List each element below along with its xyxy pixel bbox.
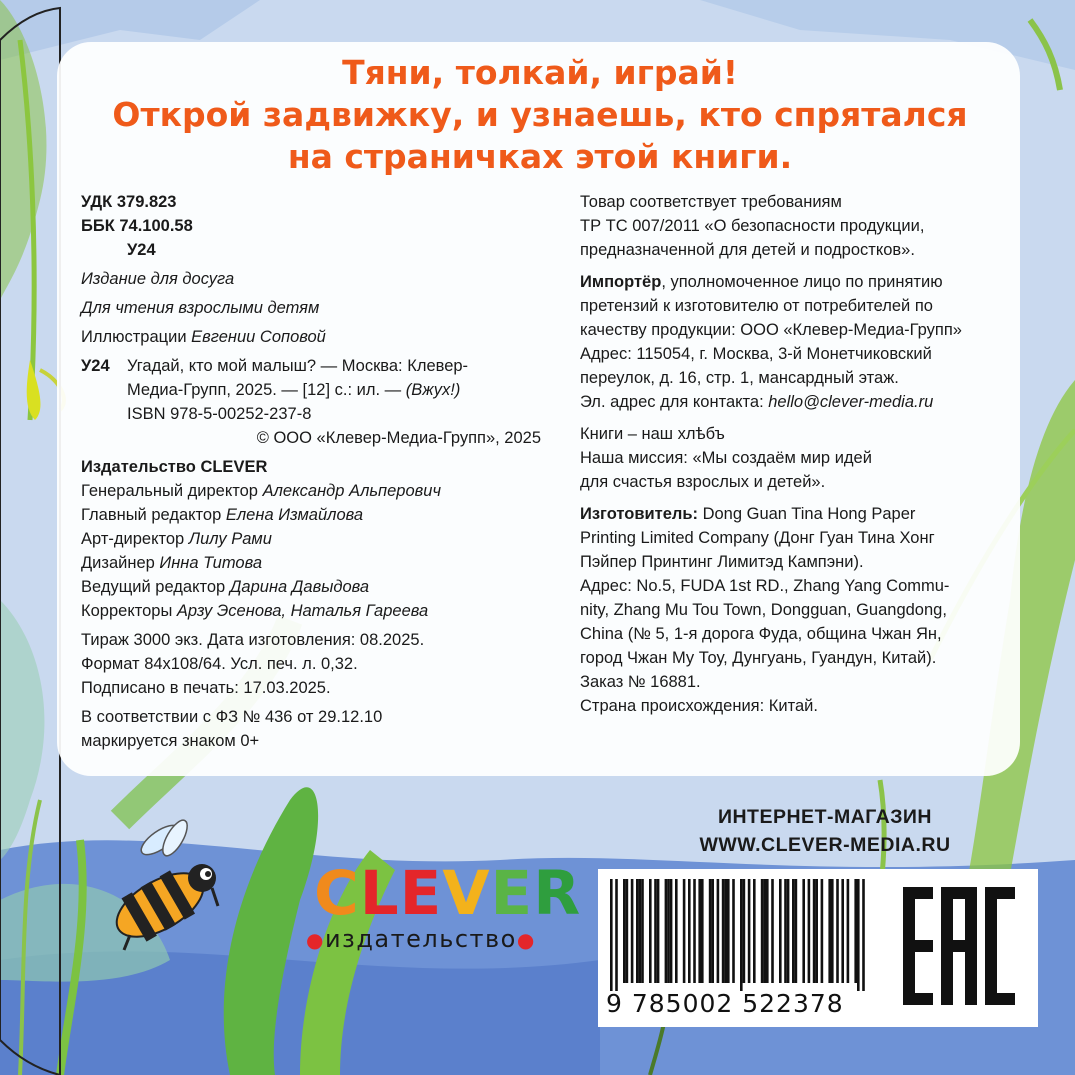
barcode-bar	[813, 879, 816, 983]
contact-email-line: Эл. адрес для контакта: hello@clever-media.ru	[580, 393, 934, 411]
barcode-bar	[665, 879, 668, 983]
headline-line: на страничках этой книги.	[287, 137, 793, 176]
barcode-bar	[639, 879, 642, 983]
manufacturer-address: город Чжан Му Тоу, Дунгуань, Гуандун, Китай).	[580, 649, 937, 667]
barcode-bar	[740, 879, 743, 991]
barcode-bar	[667, 879, 670, 983]
manufacturer-label: Изготовитель:	[580, 505, 698, 523]
law-notice: В соответствии с ФЗ № 436 от 29.12.10	[81, 708, 383, 726]
importer-line: претензий к изготовителю от потребителей по	[580, 297, 933, 315]
importer-label: Импортёр	[580, 273, 662, 291]
barcode-bar	[657, 879, 660, 983]
barcode-bar	[761, 879, 764, 983]
logo-letter: E	[490, 858, 534, 929]
bee-illustration	[100, 810, 240, 960]
manufacturer-address: Адрес: No.5, FUDA 1st RD., Zhang Yang Commu-	[580, 577, 950, 595]
logo-letter: E	[399, 858, 443, 929]
manufacturer-line: Пэйпер Принтинг Лимитэд Кампэни).	[580, 553, 864, 571]
logo-letter: C	[314, 858, 360, 929]
print-run: Тираж 3000 экз. Дата изготовления: 08.2025.	[81, 631, 425, 649]
staff-art-director: Арт-директор Лилу Рами	[81, 530, 272, 548]
order-number: Заказ № 16881.	[580, 673, 701, 691]
barcode-bar	[670, 879, 673, 983]
barcode-bar	[784, 879, 787, 983]
imprint-left-column	[81, 190, 551, 753]
udk: УДК 379.823	[81, 193, 177, 211]
barcode-bar	[711, 879, 714, 983]
country-of-origin: Страна происхождения: Китай.	[580, 697, 818, 715]
bibliographic-line-2	[81, 378, 551, 402]
staff-proofreaders: Корректоры Арзу Эсенова, Наталья Гареева	[81, 602, 429, 620]
barcode-bar	[654, 879, 657, 983]
edition-type: Издание для досуга	[81, 270, 235, 288]
barcode-bar	[808, 879, 811, 983]
barcode-bar	[787, 879, 790, 983]
manufacturer: Изготовитель: Dong Guan Tina Hong Paper	[580, 505, 916, 523]
barcode-bar	[831, 879, 834, 983]
headline-line: Тяни, толкай, играй!	[342, 53, 738, 92]
importer-line: качеству продукции: ООО «Клевер-Медиа-Групп»	[580, 321, 962, 339]
illustrator-label: Иллюстрации	[81, 328, 187, 346]
staff-designer: Дизайнер Инна Титова	[81, 554, 263, 572]
barcode-bar	[683, 879, 686, 983]
barcode-bar	[743, 879, 746, 983]
barcode-bar	[795, 879, 798, 983]
manufacturer-line: Printing Limited Company (Донг Гуан Тина Хонг	[580, 529, 935, 547]
barcode-bar	[698, 879, 701, 983]
barcode-bar	[732, 879, 735, 983]
barcode-bar	[847, 879, 850, 983]
barcode-bar	[626, 879, 629, 983]
eac-mark	[903, 887, 1015, 1005]
imprint-right-column	[580, 190, 1010, 718]
bibliographic-line: Медиа-Групп, 2025. — [12] с.: ил. —	[127, 381, 402, 399]
barcode-bar	[862, 879, 865, 991]
importer: Импортёр, уполномоченное лицо по принятию	[580, 273, 943, 291]
barcode-bar	[763, 879, 766, 983]
barcode-bar	[641, 879, 644, 983]
barcode-bar	[821, 879, 824, 983]
manufacturer-address: China (№ 5, 1-я дорога Фуда, община Чжан Ян,	[580, 625, 942, 643]
illustrator	[81, 325, 551, 349]
barcode-digits: 9 785002 522378	[606, 989, 844, 1018]
mission: для счастья взрослых и детей».	[580, 473, 826, 491]
barcode-bar	[779, 879, 782, 983]
age-mark: маркируется знаком 0+	[81, 732, 260, 750]
barcode-bar	[649, 879, 652, 983]
slogan: Книги – наш хлѣбъ	[580, 425, 725, 443]
barcode-bar	[724, 879, 727, 983]
barcode-bar	[792, 879, 795, 983]
copyright: © ООО «Клевер-Медиа-Групп», 2025	[256, 429, 541, 447]
barcode-bar	[722, 879, 725, 983]
barcode-bar	[675, 879, 678, 983]
logo-letter: L	[359, 858, 400, 929]
illustrator-name: Евгении Соповой	[191, 328, 326, 346]
barcode-bar	[771, 879, 774, 983]
logo-dot: ●	[306, 928, 325, 952]
barcode-bar	[802, 879, 805, 983]
bibliographic-line: Угадай, кто мой малыш? — Москва: Клевер-	[127, 357, 469, 375]
audience: Для чтения взрослыми детям	[81, 299, 320, 317]
barcode-bar	[828, 879, 831, 983]
barcode-bar	[766, 879, 769, 983]
logo-dot: ●	[516, 928, 536, 952]
staff-general-director: Генеральный директор Александр Альперович	[81, 482, 441, 500]
importer-address: Адрес: 115054, г. Москва, 3-й Монетчиковский	[580, 345, 932, 363]
barcode-bar	[836, 879, 839, 983]
headline-line: Открой задвижку, и узнаешь, кто спрятался	[112, 95, 968, 134]
logo-letter: V	[442, 858, 491, 929]
barcode-bar	[841, 879, 844, 983]
publisher-name: Издательство CLEVER	[81, 458, 268, 476]
importer-address: переулок, д. 16, стр. 1, мансардный этаж.	[580, 369, 899, 387]
barcode-bar	[753, 879, 756, 983]
barcode-bar	[748, 879, 751, 983]
barcode-area	[598, 869, 1038, 1027]
barcode-bar	[615, 879, 618, 991]
barcode-bar	[693, 879, 696, 983]
barcode-bar	[631, 879, 634, 983]
manufacturer-address: nity, Zhang Mu Tou Town, Dongguan, Guangdong,	[580, 601, 947, 619]
staff-chief-editor: Главный редактор Елена Измайлова	[81, 506, 364, 524]
bbk: ББК 74.100.58	[81, 217, 193, 235]
barcode-bar	[857, 879, 860, 991]
bibliographic-entry	[81, 354, 551, 378]
online-shop	[640, 803, 1010, 859]
online-shop-label: ИНТЕРНЕТ-МАГАЗИН	[717, 806, 933, 828]
isbn: ISBN 978-5-00252-237-8	[127, 405, 312, 423]
logo-wordmark	[314, 858, 582, 929]
barcode-bar	[727, 879, 730, 983]
author-code: У24	[127, 241, 156, 259]
barcode-bar	[701, 879, 704, 983]
clever-logo	[306, 858, 582, 953]
barcode-bar	[636, 879, 639, 983]
barcode-bar	[717, 879, 720, 983]
print-signed: Подписано в печать: 17.03.2025.	[81, 679, 331, 697]
barcode-bar	[815, 879, 818, 983]
mission: Наша миссия: «Мы создаём мир идей	[580, 449, 872, 467]
barcode-bar	[623, 879, 626, 983]
contact-email: hello@clever-media.ru	[768, 393, 934, 411]
headline	[60, 52, 1020, 178]
requirements-line: ТР ТС 007/2011 «О безопасности продукции,	[580, 217, 925, 235]
barcode-bar	[610, 879, 613, 991]
online-shop-url[interactable]: WWW.CLEVER-MEDIA.RU	[699, 834, 951, 856]
print-format: Формат 84х108/64. Усл. печ. л. 0,32.	[81, 655, 358, 673]
barcode-bar	[854, 879, 857, 983]
requirements-line: предназначенной для детей и подростков».	[580, 241, 915, 259]
logo-letter: R	[533, 858, 582, 929]
series-name: (Вжух!)	[405, 381, 461, 399]
staff-lead-editor: Ведущий редактор Дарина Давыдова	[81, 578, 370, 596]
barcode	[606, 879, 866, 991]
barcode-bar	[709, 879, 712, 983]
requirements: Товар соответствует требованиям	[580, 193, 842, 211]
logo-subtitle: ●издательство●	[306, 925, 536, 953]
bibliographic-code: У24	[81, 357, 110, 375]
barcode-bar	[688, 879, 691, 983]
